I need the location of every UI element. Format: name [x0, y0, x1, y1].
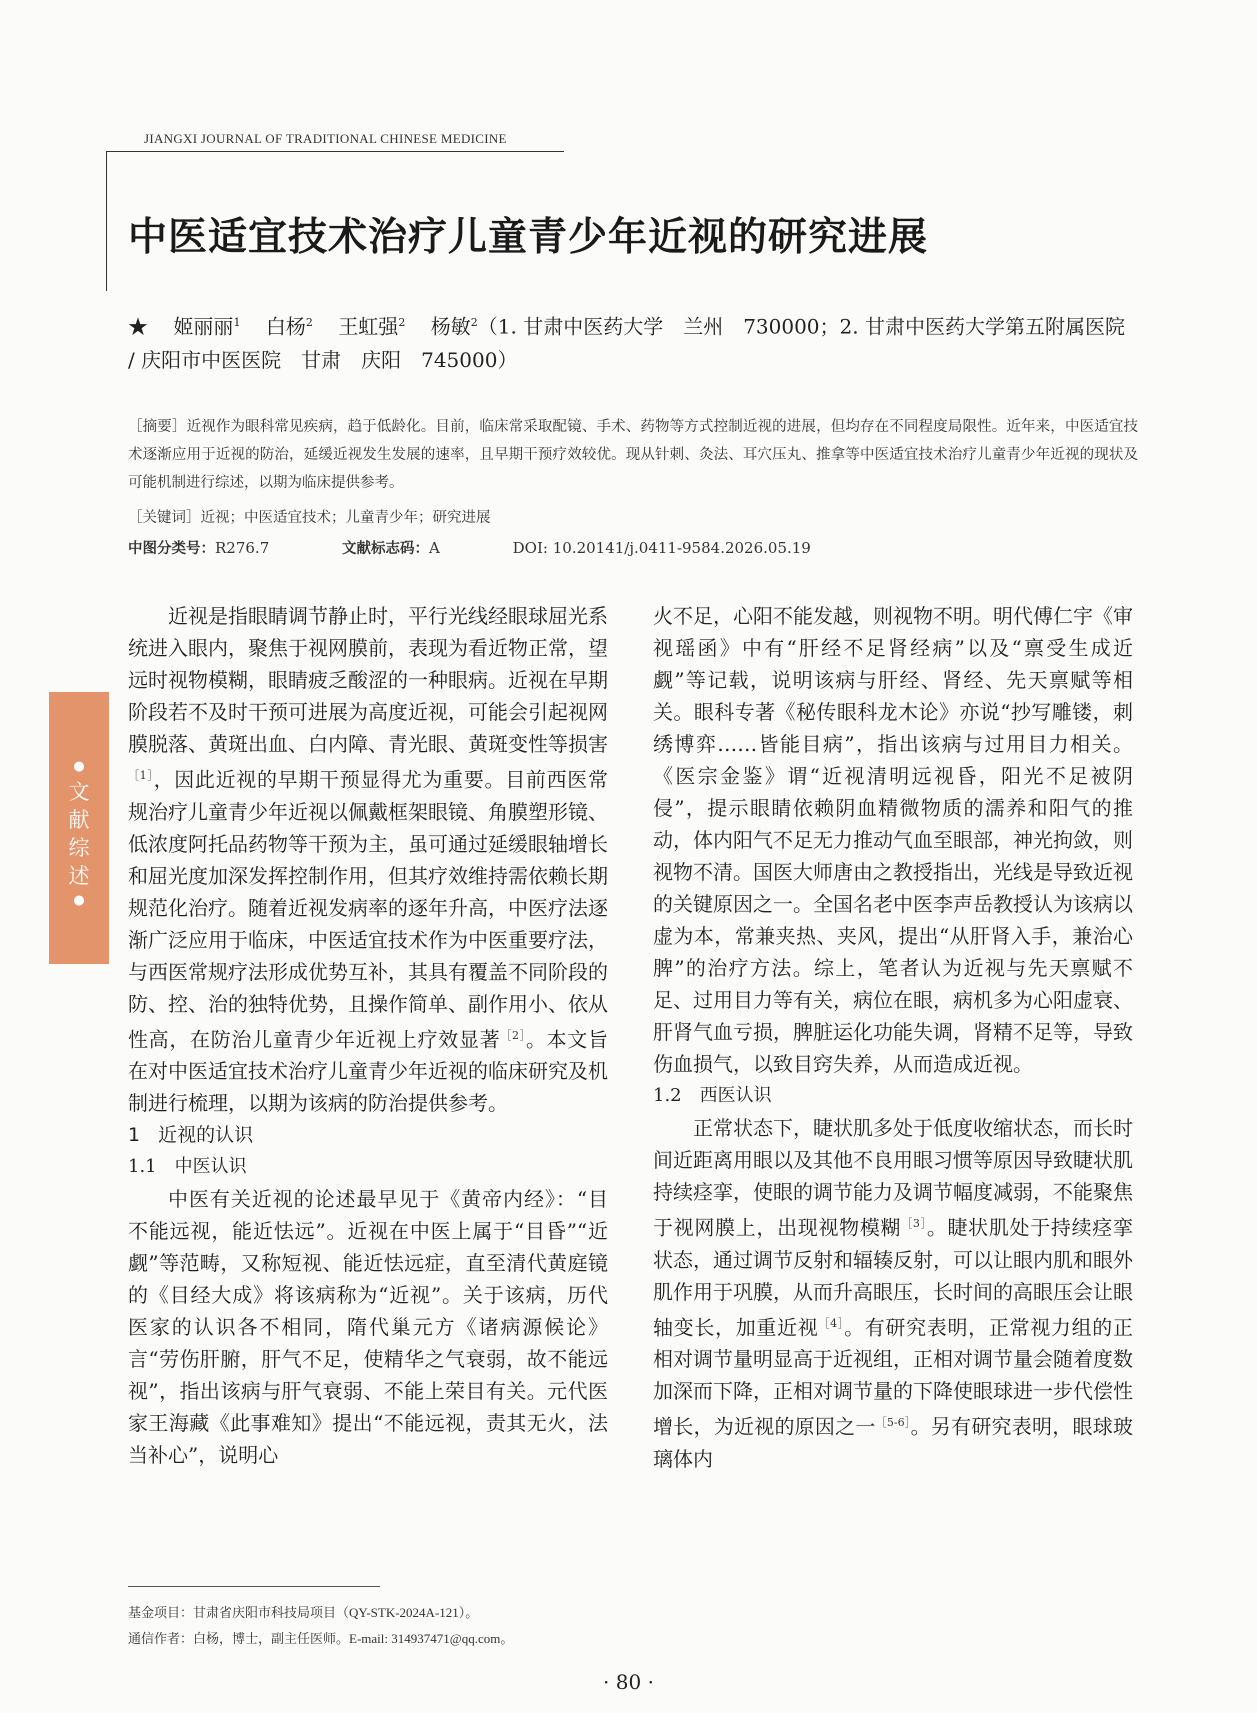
- affiliations: （1. 甘肃中医药大学 兰州 730000；2. 甘肃中医药大学第五附属医院 / 庆阳市中医医院 甘肃 庆阳 745000）: [128, 314, 1125, 372]
- section-side-tab: [49, 692, 109, 964]
- clc-label: 中图分类号：: [128, 541, 215, 557]
- subsection-heading: 1.1 中医认识: [128, 1156, 247, 1178]
- doi: DOI: 10.20141/j.0411-9584.2026.05.19: [512, 539, 811, 557]
- tab-char: 综: [68, 836, 90, 860]
- keywords-text: 近视；中医适宜技术；儿童青少年；研究进展: [200, 510, 491, 526]
- subsection-heading: 1.2 西医认识: [653, 1085, 772, 1106]
- abstract-label: ［摘要］: [128, 419, 187, 435]
- journal-header: JIANGXI JOURNAL OF TRADITIONAL CHINESE MEDICINE: [144, 131, 507, 146]
- citation: ［4］: [818, 1316, 845, 1330]
- tab-dot-icon: ●: [73, 759, 85, 774]
- star-mark: ★: [128, 314, 148, 339]
- body-paragraph: 火不足，心阳不能发越，则视物不明。明代傅仁宇《审视瑶函》中有“肝经不足肾经病”以及“禀受生成近觑”等记载，说明该病与肝经、肾经、先天禀赋等相关。眼科专著《秘传眼科龙木论》亦说“抄写雕镂，刺绣博弈……皆能目病”，指出该病与过用目力相关。《医宗金鉴》谓“近视清明远视昏，阳光不足被阴侵”，提示眼睛依赖阴血精微物质的濡养和阳气的推动，体内阳气不足无力推动气血至眼部，神光拘敛，则视物不清。国医大师唐由之教授指出，光线是导致近视的关键原因之一。全国名老中医李声岳教授认为该病以虚为本，常兼夹热、夹风，提出“从肝肾入手，兼治心脾”的治疗方法。综上，笔者认为近视与先天禀赋不足、过用目力等有关，病位在眼，病机多为心阳虚衰、肝肾气血亏损，脾脏运化功能失调，肾精不足等，导致伤血损气，以致目窍失养，从而造成近视。: [653, 604, 1133, 1076]
- doc-code: A: [429, 539, 440, 557]
- article-title: 中医适宜技术治疗儿童青少年近视的研究进展: [128, 214, 929, 260]
- tab-char: 文: [68, 780, 90, 804]
- author-affiliation-mark: 2: [470, 316, 478, 329]
- clc-code: R276.7: [215, 539, 270, 557]
- citation: ［2］: [500, 1028, 526, 1042]
- citation: ［1］: [128, 769, 154, 782]
- citation: ［3］: [901, 1217, 927, 1230]
- tab-char: 述: [68, 864, 90, 888]
- author-affiliation-mark: 2: [398, 316, 406, 329]
- page-number: · 80 ·: [603, 1670, 654, 1694]
- footnotes: [128, 1600, 513, 1652]
- tab-char: 献: [68, 808, 90, 832]
- doc-code-label: 文献标志码：: [342, 541, 430, 557]
- keywords: [128, 504, 1138, 532]
- right-column: [653, 600, 1133, 1475]
- abstract-text: 近视作为眼科常见疾病，趋于低龄化。目前，临床常采取配镜、手术、药物等方式控制近视的进展，但均存在不同程度局限性。近年来，中医适宜技术逐渐应用于近视的防治，延缓近视发生发展的速率，且早期干预疗效较优。现从针刺、灸法、耳穴压丸、推拿等中医适宜技术治疗儿童青少年近视的现状及可能机制进行综述，以期为临床提供参考。: [128, 419, 1138, 491]
- header-vertical-rule: [106, 151, 107, 291]
- body-paragraph: 中医有关近视的论述最早见于《黄帝内经》：“目不能远视，能近怯远”。近视在中医上属于“目昏”“近觑”等范畴，又称短视、能近怯远症，直至清代黄庭镜的《目经大成》将该病称为“近视”。关于该病，历代医家的认识各不相同，隋代巢元方《诸病源候论》言“劳伤肝腑，肝气不足，使精华之气衰弱，故不能远视”，指出该病与肝气衰弱、不能上荣目有关。元代医家王海藏《此事难知》提出“不能远视，责其无火，法当补心”，说明心: [128, 1187, 608, 1468]
- author-block: [128, 306, 1138, 377]
- abstract: [128, 413, 1138, 497]
- author-affiliation-mark: 2: [305, 316, 313, 329]
- body-paragraph: 近视是指眼睛调节静止时，平行光线经眼球屈光系统进入眼内，聚焦于视网膜前，表现为看近物正常，望远时视物模糊，眼睛疲乏酸涩的一种眼病。近视在早期阶段若不及时干预可进展为高度近视，可能会引起视网膜脱落、黄斑出血、白内障、青光眼、黄斑变性等损害$^{[1]}$，因此近视的早期干预显得尤为重要。目前西医常规治疗儿童青少年近视以佩戴框架眼镜、角膜塑形镜、低浓度阿托品药物等干预为主，虽可通过延缓眼轴增长和屈光度加深发挥控制作用，但其疗效维持需依赖长期规范化治疗。随着近视发病率的逐年升高，中医疗法逐渐广泛应用于临床，中医适宜技术作为中医重要疗法，与西医常规疗法形成优势互补，其具有覆盖不同阶段的防、控、治的独特优势，且操作简单、副作用小、依从性高，在防治儿童青少年近视上疗效显著$^{[2]}$。本文旨在对中医适宜技术治疗儿童青少年近视的临床研究及机制进行梳理，以期为该病的防治提供参考。: [128, 604, 608, 1116]
- author-name: 白杨: [265, 314, 306, 339]
- section-heading: 1 近视的认识: [128, 1124, 254, 1147]
- author-name: 姬丽丽: [173, 314, 234, 339]
- tab-dot-icon: ●: [73, 893, 85, 908]
- author-affiliation-mark: 1: [233, 316, 241, 329]
- left-column: [128, 600, 608, 1471]
- fund-note: 基金项目：甘肃省庆阳市科技局项目（QY-STK-2024A-121）。: [128, 1605, 479, 1620]
- body-paragraph: 正常状态下，睫状肌多处于低度收缩状态，而长时间近距离用眼以及其他不良用眼习惯等原因导致睫状肌持续痉挛，使眼的调节能力及调节幅度减弱，不能聚焦于视网膜上，出现视物模糊$^{[3]}$。睫状肌处于持续痉挛状态，通过调节反射和辐辏反射，可以让眼内肌和眼外肌作用于巩膜，从而升高眼压，长时间的高眼压会让眼轴变长，加重近视$^{[4]}$。有研究表明，正常视力组的正相对调节量明显高于近视组，正相对调节量会随着度数加深而下降，正相对调节量的下降使眼球进一步代偿性增长，为近视的原因之一$^{[5-6]}$。另有研究表明，眼球玻璃体内: [653, 1116, 1134, 1471]
- footnote-rule: [128, 1586, 380, 1587]
- header-rule: [106, 151, 564, 152]
- citation: ［5-6］: [875, 1416, 911, 1430]
- classification-line: [128, 534, 1138, 563]
- correspondence-note: 通信作者：白杨，博士，副主任医师。E-mail: 314937471@qq.com。: [128, 1631, 514, 1646]
- author-name: 杨敏: [430, 314, 471, 339]
- author-name: 王虹强: [338, 314, 399, 339]
- keywords-label: ［关键词］: [128, 510, 201, 526]
